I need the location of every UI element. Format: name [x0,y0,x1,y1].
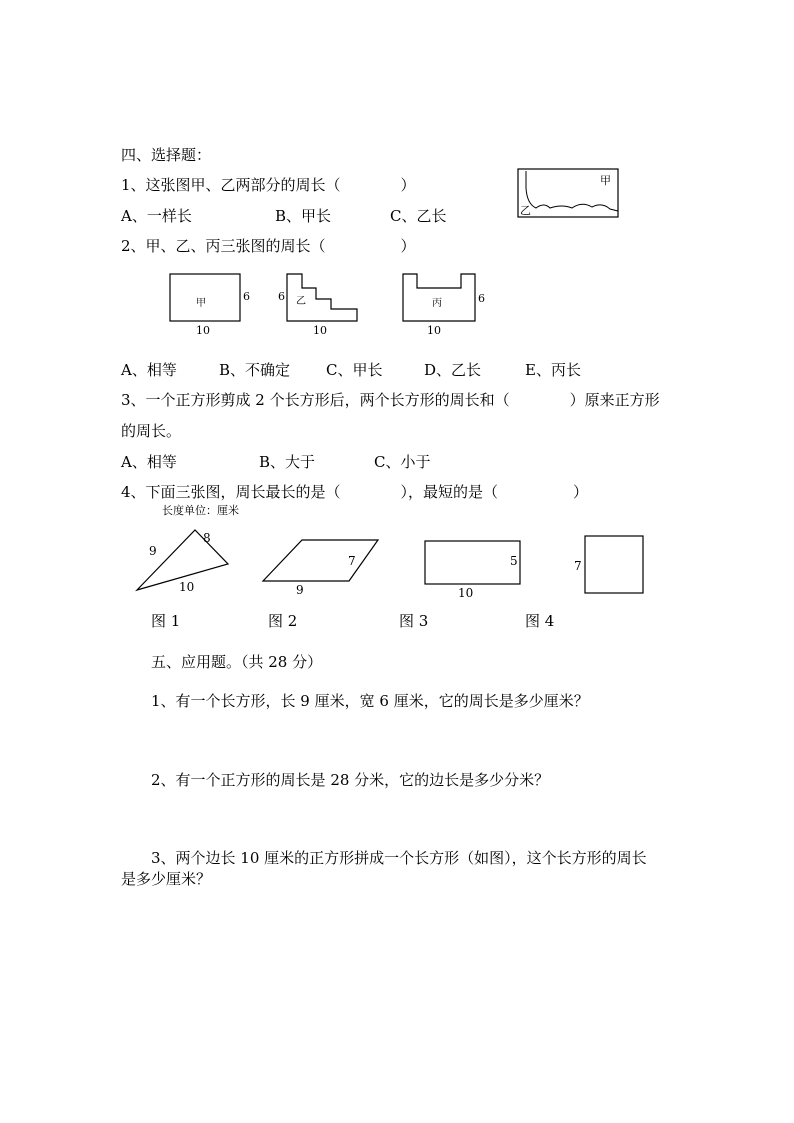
q3-text-line1: 3、一个正方形剪成 2 个长方形后，两个长方形的周长和（ ）原来正方形 [121,391,660,409]
section5-problem-3-line2: 是多少厘米？ [121,870,212,888]
q2-bing-width: 10 [427,324,441,337]
q1-option-a: A、一样长 [121,207,192,225]
q2-bing-height: 6 [478,292,485,305]
section5-problem-3-line1: 3、两个边长 10 厘米的正方形拼成一个长方形（如图），这个长方形的周长 [151,849,647,867]
q2-label-yi: 乙 [296,296,306,307]
q4-caption-4: 图 4 [525,612,555,630]
q4-rectangle-height: 5 [510,554,518,568]
q4-rectangle-width: 10 [458,586,474,600]
section5-problem-2: 2、有一个正方形的周长是 28 分米，它的边长是多少分米？ [151,771,550,789]
q4-figures [128,520,668,600]
q2-text: 2、甲、乙、丙三张图的周长（ ） [121,237,416,255]
q3-option-b: B、大于 [259,453,316,471]
q1-option-b: B、甲长 [275,207,332,225]
q3-option-c: C、小于 [374,453,431,471]
q4-caption-1: 图 1 [151,612,181,630]
q4-parallelogram [263,540,378,581]
q4-parallelogram-base: 9 [296,583,304,597]
q4-triangle-side-left: 9 [149,544,157,558]
q2-yi-height: 6 [278,290,285,303]
q1-option-c: C、乙长 [390,207,447,225]
q4-caption-2: 图 2 [268,612,298,630]
q4-unit-note: 长度单位：厘米 [162,504,239,517]
section5-problem-1: 1、有一个长方形，长 9 厘米，宽 6 厘米，它的周长是多少厘米？ [151,692,589,710]
q2-option-a: A、相等 [121,361,177,379]
q2-option-b: B、不确定 [219,361,291,379]
q4-caption-3: 图 3 [399,612,429,630]
q4-square-side: 7 [574,559,582,573]
q1-label-jia: 甲 [600,174,611,187]
q4-parallelogram-side: 7 [348,554,356,568]
q2-yi-width: 10 [313,324,327,337]
q3-text-line2: 的周长。 [121,422,182,440]
q2-jia-width: 10 [196,324,210,337]
q1-label-yi: 乙 [520,204,531,217]
q3-option-a: A、相等 [121,453,177,471]
q2-figures [160,266,500,340]
q1-figure [516,166,622,220]
q2-label-jia: 甲 [196,298,206,309]
q2-option-d: D、乙长 [424,361,482,379]
q1-text: 1、这张图甲、乙两部分的周长（ ） [121,176,416,194]
section4-title: 四、选择题： [121,146,212,164]
q4-triangle-side-right: 8 [203,531,211,545]
q4-text: 4、下面三张图，周长最长的是（ ），最短的是（ ） [121,483,589,501]
q4-square [585,536,643,593]
q2-jia-height: 6 [243,290,250,303]
q2-label-bing: 丙 [432,298,442,309]
q4-rectangle [425,541,520,584]
section5-title: 五、应用题。（共 28 分） [151,653,323,671]
q2-option-c: C、甲长 [326,361,383,379]
q2-option-e: E、丙长 [525,361,581,379]
q4-triangle-base: 10 [179,580,195,594]
